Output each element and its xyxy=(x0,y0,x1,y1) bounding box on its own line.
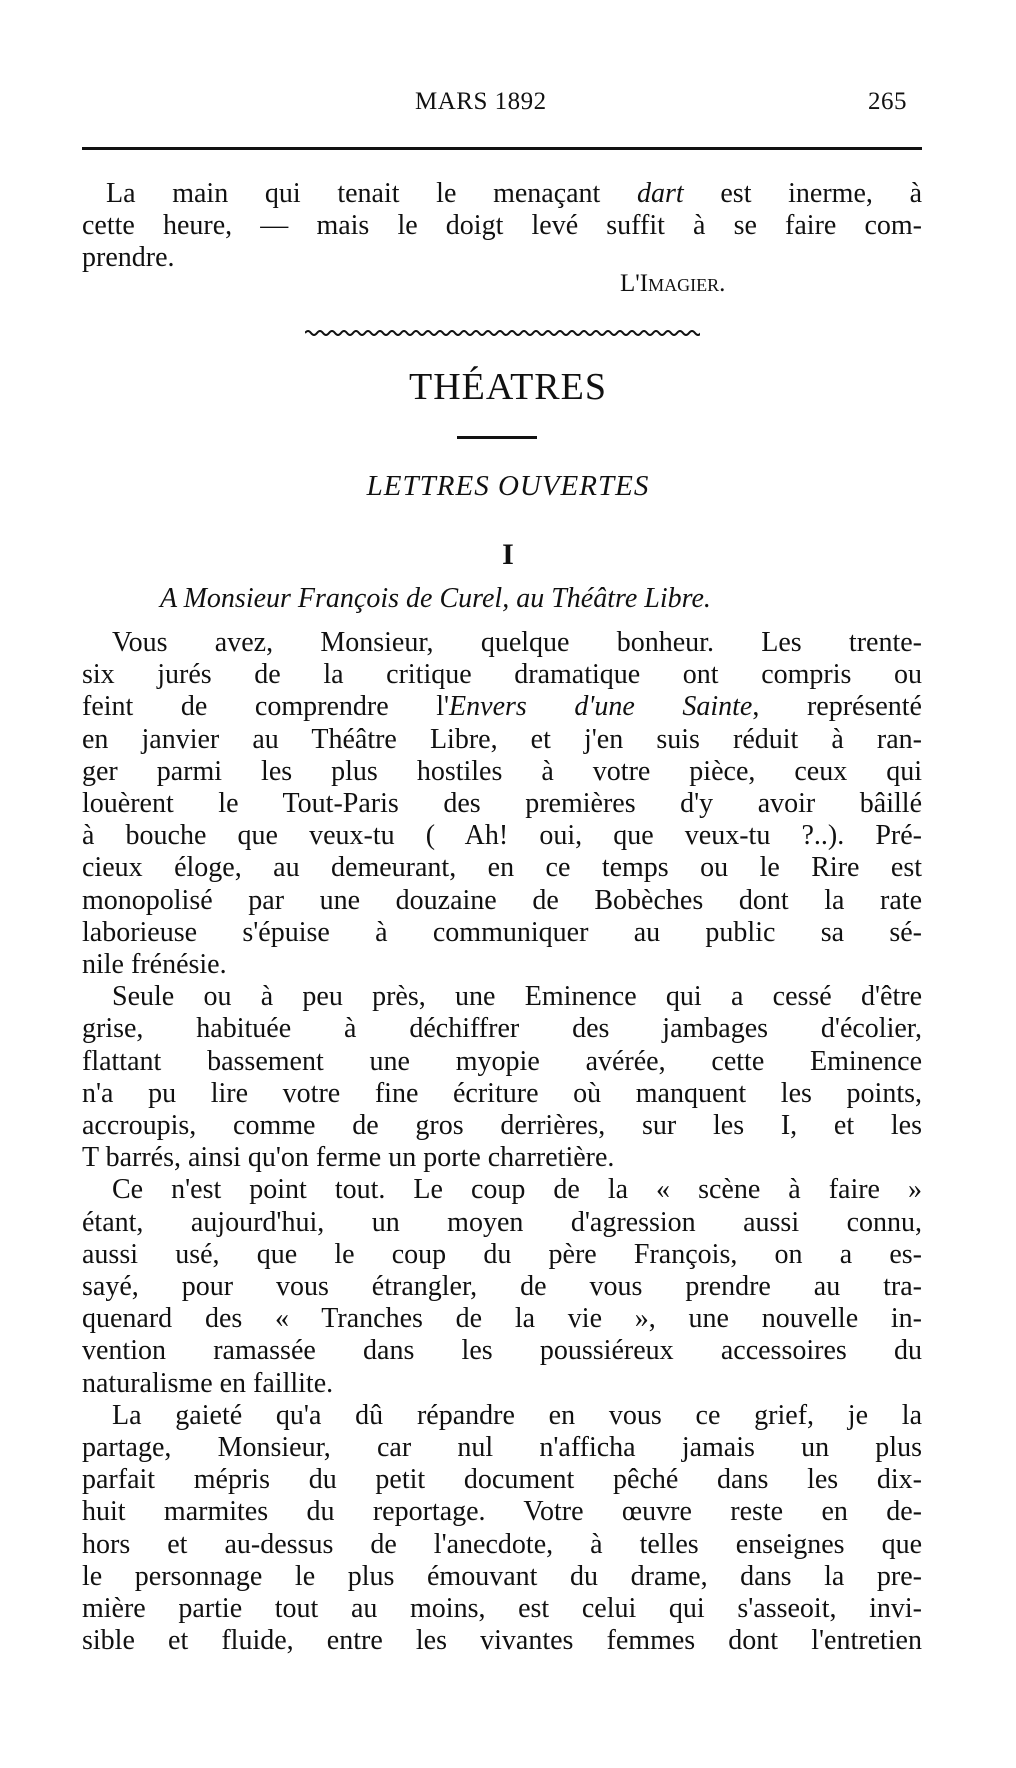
body-line: mière partie tout au moins, est celui qui s'asseoit, invi- xyxy=(82,1593,922,1624)
body-line: grise, habituée à déchiffrer des jambages d'écolier, xyxy=(82,1013,922,1044)
body-line: étant, aujourd'hui, un moyen d'agression aussi connu, xyxy=(82,1207,922,1238)
closing-text: est inerme, à xyxy=(683,178,922,209)
body-line: flattant bassement une myopie avérée, cette Eminence xyxy=(82,1046,922,1077)
body-line: le personnage le plus émouvant du drame, dans la pre- xyxy=(82,1561,922,1592)
section-subtitle: LETTRES OUVERTES xyxy=(366,470,650,502)
body-line: accroupis, comme de gros derrières, sur les I, et les xyxy=(82,1110,922,1141)
body-line: T barrés, ainsi qu'on ferme un porte charretière. xyxy=(82,1142,615,1173)
closing-text: La main qui tenait le menaçant xyxy=(106,178,638,209)
body-line: en janvier au Théâtre Libre, et j'en suis réduit à ran- xyxy=(82,724,922,755)
wavy-ornament-divider xyxy=(305,328,700,338)
body-text: feint de comprendre l' xyxy=(82,691,450,722)
section-title: THÉATRES xyxy=(409,366,607,408)
letter-numeral: I xyxy=(502,538,514,571)
body-line: laborieuse s'épuise à communiquer au public sa sé- xyxy=(82,917,922,948)
body-line: monopolisé par une douzaine de Bobèches dont la rate xyxy=(82,885,922,916)
body-line: nile frénésie. xyxy=(82,949,227,980)
body-line: cieux éloge, au demeurant, en ce temps ou le Rire est xyxy=(82,852,922,883)
body-text: , représenté xyxy=(752,691,922,722)
body-line: sible et fluide, entre les vivantes femmes dont l'entretien xyxy=(82,1625,922,1656)
body-line: huit marmites du reportage. Votre œuvre reste en de- xyxy=(82,1496,922,1527)
closing-line-3: prendre. xyxy=(82,242,175,273)
section-rule xyxy=(457,436,537,439)
running-header-title: MARS 1892 xyxy=(415,88,547,115)
body-line: Seule ou à peu près, une Eminence qui a cessé d'être xyxy=(112,981,922,1012)
body-line: parfait mépris du petit document pêché dans les dix- xyxy=(82,1464,922,1495)
body-line: vention ramassée dans les poussiéreux accessoires du xyxy=(82,1335,922,1366)
body-line: Vous avez, Monsieur, quelque bonheur. Les trente- xyxy=(112,627,922,658)
header-rule xyxy=(82,147,922,150)
body-line: hors et au-dessus de l'anecdote, à telles enseignes que xyxy=(82,1529,922,1560)
closing-line-2: cette heure, — mais le doigt levé suffit à se faire com- xyxy=(82,210,922,241)
body-line: naturalisme en faillite. xyxy=(82,1368,334,1399)
body-line xyxy=(82,691,922,723)
play-title: Envers d'une Sainte xyxy=(449,691,753,722)
body-line: La gaieté qu'a dû répandre en vous ce grief, je la xyxy=(112,1400,922,1431)
signature: L'Imagier. xyxy=(620,270,726,297)
body-line: partage, Monsieur, car nul n'afficha jamais un plus xyxy=(82,1432,922,1463)
body-line: Ce n'est point tout. Le coup de la « scène à faire » xyxy=(112,1174,922,1205)
body-line: à bouche que veux-tu ( Ah! oui, que veux-tu ?..). Pré- xyxy=(82,820,922,851)
body-line: sayé, pour vous étrangler, de vous prendre au tra- xyxy=(82,1271,922,1302)
body-line: quenard des « Tranches de la vie », une nouvelle in- xyxy=(82,1303,922,1334)
body-line: n'a pu lire votre fine écriture où manquent les points, xyxy=(82,1078,922,1109)
page-number: 265 xyxy=(868,88,907,115)
body-line: louèrent le Tout-Paris des premières d'y avoir bâillé xyxy=(82,788,922,819)
closing-line-1 xyxy=(82,178,922,210)
body-line: ger parmi les plus hostiles à votre pièce, ceux qui xyxy=(82,756,922,787)
letter-addressee: A Monsieur François de Curel, au Théâtre Libre. xyxy=(160,583,711,614)
body-line: aussi usé, que le coup du père François, on a es- xyxy=(82,1239,922,1270)
italic-word: dart xyxy=(637,178,684,209)
body-line: six jurés de la critique dramatique ont compris ou xyxy=(82,659,922,690)
